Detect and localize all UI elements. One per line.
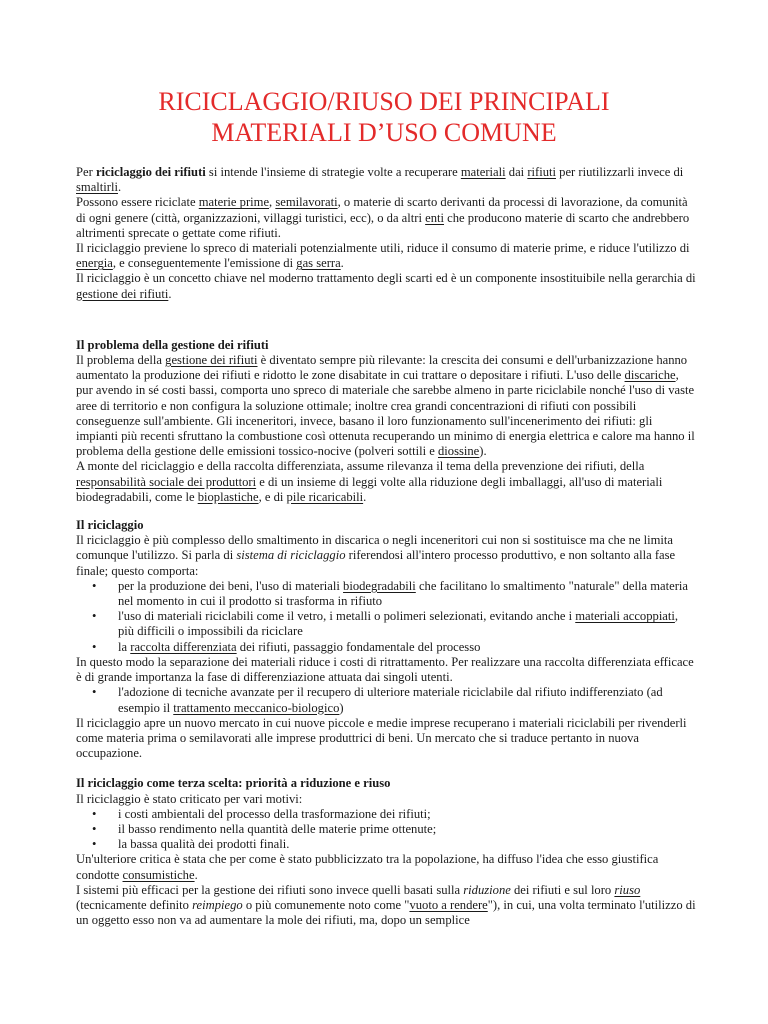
intro-paragraph-3: Il riciclaggio previene lo spreco di materiali potenzialmente utili, riduce il consumo di materie prime, e riduce l'utilizzo di energia, e conseguentemente l'emissione di gas serra. [76, 241, 690, 271]
section-heading-riciclaggio: Il riciclaggio [76, 518, 144, 533]
term-sistema-riciclaggio: sistema di riciclaggio [236, 548, 346, 563]
list-item: • i costi ambientali del processo della trasformazione dei rifiuti; [76, 807, 696, 822]
link-responsabilita-sociale[interactable]: responsabilità sociale dei produttori [76, 474, 257, 489]
section3-bullet-list [76, 807, 696, 853]
link-pile-ricaricabili[interactable]: pile ricaricabili [286, 489, 364, 504]
spacer [76, 761, 696, 776]
link-smaltirli[interactable]: smaltirli [76, 180, 118, 195]
link-raccolta-differenziata[interactable]: raccolta differenziata [130, 639, 237, 654]
link-materiali[interactable]: materiali [460, 165, 506, 179]
spacer [76, 302, 696, 338]
list-item: • la raccolta differenziata dei rifiuti, passaggio fondamentale del processo [76, 640, 696, 655]
link-vuoto-a-rendere[interactable]: vuoto a rendere [409, 897, 488, 912]
link-gestione-rifiuti-2[interactable]: gestione dei rifiuti [165, 353, 258, 368]
section-heading-terza-scelta: Il riciclaggio come terza scelta: priorità a riduzione e riuso [76, 776, 391, 791]
term-riciclaggio: riciclaggio dei rifiuti [95, 165, 206, 179]
term-riduzione: riduzione [463, 882, 511, 897]
section1-paragraph-2: A monte del riciclaggio e della raccolta differenziata, assume rilevanza il tema della prevenzione dei rifiuti, della responsabilità sociale dei produttori e di un insieme di leggi volte alla riduzione degli imballaggi, all'uso di materiali biodegradabili, come le bioplastiche, e di pile ricaricabili. [76, 459, 663, 504]
section3-paragraph-2: Un'ulteriore critica è stata che per come è stato pubblicizzato tra la popolazione, ha diffuso l'idea che esso giustifica condotte consumistiche. [76, 852, 659, 882]
intro-paragraph-2: Possono essere riciclate materie prime, semilavorati, o materie di scarto derivanti da processi di lavorazione, da comunità di ogni genere (città, organizzazioni, villaggi turistici, ecc), o da altri enti che producono materie di scarto che andrebbero altrimenti sprecate o gettate come rifiuti. [76, 195, 690, 240]
intro-paragraph: Per riciclaggio dei rifiuti si intende l'insieme di strategie volte a recuperare materiali dai rifiuti per riutilizzarli invece di smaltirli. [76, 165, 684, 195]
link-bioplastiche[interactable]: bioplastiche [197, 489, 259, 504]
list-item: • il basso rendimento nella quantità delle materie prime ottenute; [76, 822, 696, 837]
title-line-2: MATERIALI D’USO COMUNE [211, 118, 557, 147]
link-riuso[interactable]: riuso [614, 882, 641, 897]
link-gas-serra[interactable]: gas serra [296, 256, 341, 271]
list-item: • per la produzione dei beni, l'uso di materiali biodegradabili che facilitano lo smaltimento "naturale" della materia nel momento in cui il prodotto si trasforma in rifiuto [76, 579, 696, 609]
link-enti[interactable]: enti [425, 210, 445, 225]
link-consumistiche[interactable]: consumistiche [122, 867, 195, 882]
link-semilavorati[interactable]: semilavorati [275, 195, 338, 210]
spacer [76, 505, 696, 518]
title-line-1: RICICLAGGIO/RIUSO DEI PRINCIPALI [158, 87, 610, 116]
list-item: • l'uso di materiali riciclabili come il vetro, i metalli o polimeri selezionati, evitando anche i materiali accoppiati, più difficili o impossibili da riciclare [76, 609, 696, 639]
link-rifiuti[interactable]: rifiuti [527, 165, 556, 179]
link-discariche[interactable]: discariche [624, 368, 676, 383]
page-title [0, 86, 768, 148]
link-energia[interactable]: energia [76, 256, 113, 271]
section2-bullet-list-2 [76, 685, 696, 715]
section3-paragraph-3: I sistemi più efficaci per la gestione dei rifiuti sono invece quelli basati sulla riduzione dei rifiuti e sul loro riuso (tecnicamente definito reimpiego o più comunemente noto come "vuoto a rendere"), in cui, una volta terminato l'utilizzo di un oggetto esso non va ad aumentare la mole dei rifiuti, ma, dopo un semplice [76, 882, 696, 928]
section-heading-problema: Il problema della gestione dei rifiuti [76, 337, 269, 352]
section2-paragraph-2: In questo modo la separazione dei materiali riduce i costi di ritrattamento. Per realizzare una raccolta differenziata efficace è di grande importanza la fase di differenziazione attuata dai singoli utenti. [76, 654, 694, 685]
document-body [76, 165, 696, 928]
intro-paragraph-4: Il riciclaggio è un concetto chiave nel moderno trattamento degli scarti ed è un componente insostituibile nella gerarchia di gestione dei rifiuti. [76, 271, 696, 301]
section3-paragraph-1: Il riciclaggio è stato criticato per vari motivi: [76, 791, 303, 806]
link-materiali-accoppiati[interactable]: materiali accoppiati [575, 609, 675, 624]
link-trattamento-meccanico-biologico[interactable]: trattamento meccanico-biologico [173, 700, 340, 715]
section2-bullet-list [76, 579, 696, 655]
term-reimpiego: reimpiego [192, 897, 243, 912]
section1-paragraph-1: Il problema della gestione dei rifiuti è diventato sempre più rilevante: la crescita dei consumi e dell'urbanizzazione hanno aumentato la produzione dei rifiuti e ridotto le zone disabitate in cui trattare o depositare i rifiuti. L'uso delle discariche, pur avendo in sé costi bassi, comporta uno spreco di materiale che sarebbe almeno in parte riciclabile nonché l'uso di vaste aree di territorio e non configura la soluzione ottimale; inoltre crea grandi concentrazioni di rifiuti con possibili conseguenze sull'ambiente. Gli inceneritori, invece, basano il loro funzionamento sull'incenerimento dei rifiuti: gli impianti più recenti sfruttano la combustione così ottenuta recuperando un minimo di energia elettrica e calore ma hanno il problema della gestione delle emissioni tossico-nocive (polveri sottili e diossine). [76, 353, 695, 459]
list-item: • l'adozione di tecniche avanzate per il recupero di ulteriore materiale riciclabile dal rifiuto indifferenziato (ad esempio il trattamento meccanico-biologico) [76, 685, 696, 715]
list-item: • la bassa qualità dei prodotti finali. [76, 837, 696, 852]
section2-paragraph-1: Il riciclaggio è più complesso dello smaltimento in discarica o negli inceneritori cui non si sostituisce ma che ne limita comunque l'utilizzo. Si parla di sistema di riciclaggio riferendosi all'intero processo produttivo, e non soltanto alla fase finale; questo comporta: [76, 533, 676, 578]
link-diossine[interactable]: diossine [437, 444, 480, 459]
section2-paragraph-3: Il riciclaggio apre un nuovo mercato in cui nuove piccole e medie imprese recuperano i materiali riciclabili per rivenderli come materia prima o semilavorati alle imprese produttrici di beni. Un mercato che si traduce pertanto in nuova occupazione. [76, 715, 687, 761]
link-gestione-rifiuti[interactable]: gestione dei rifiuti [76, 286, 169, 301]
link-biodegradabili[interactable]: biodegradabili [343, 578, 416, 593]
link-materie-prime[interactable]: materie prime [198, 195, 270, 210]
